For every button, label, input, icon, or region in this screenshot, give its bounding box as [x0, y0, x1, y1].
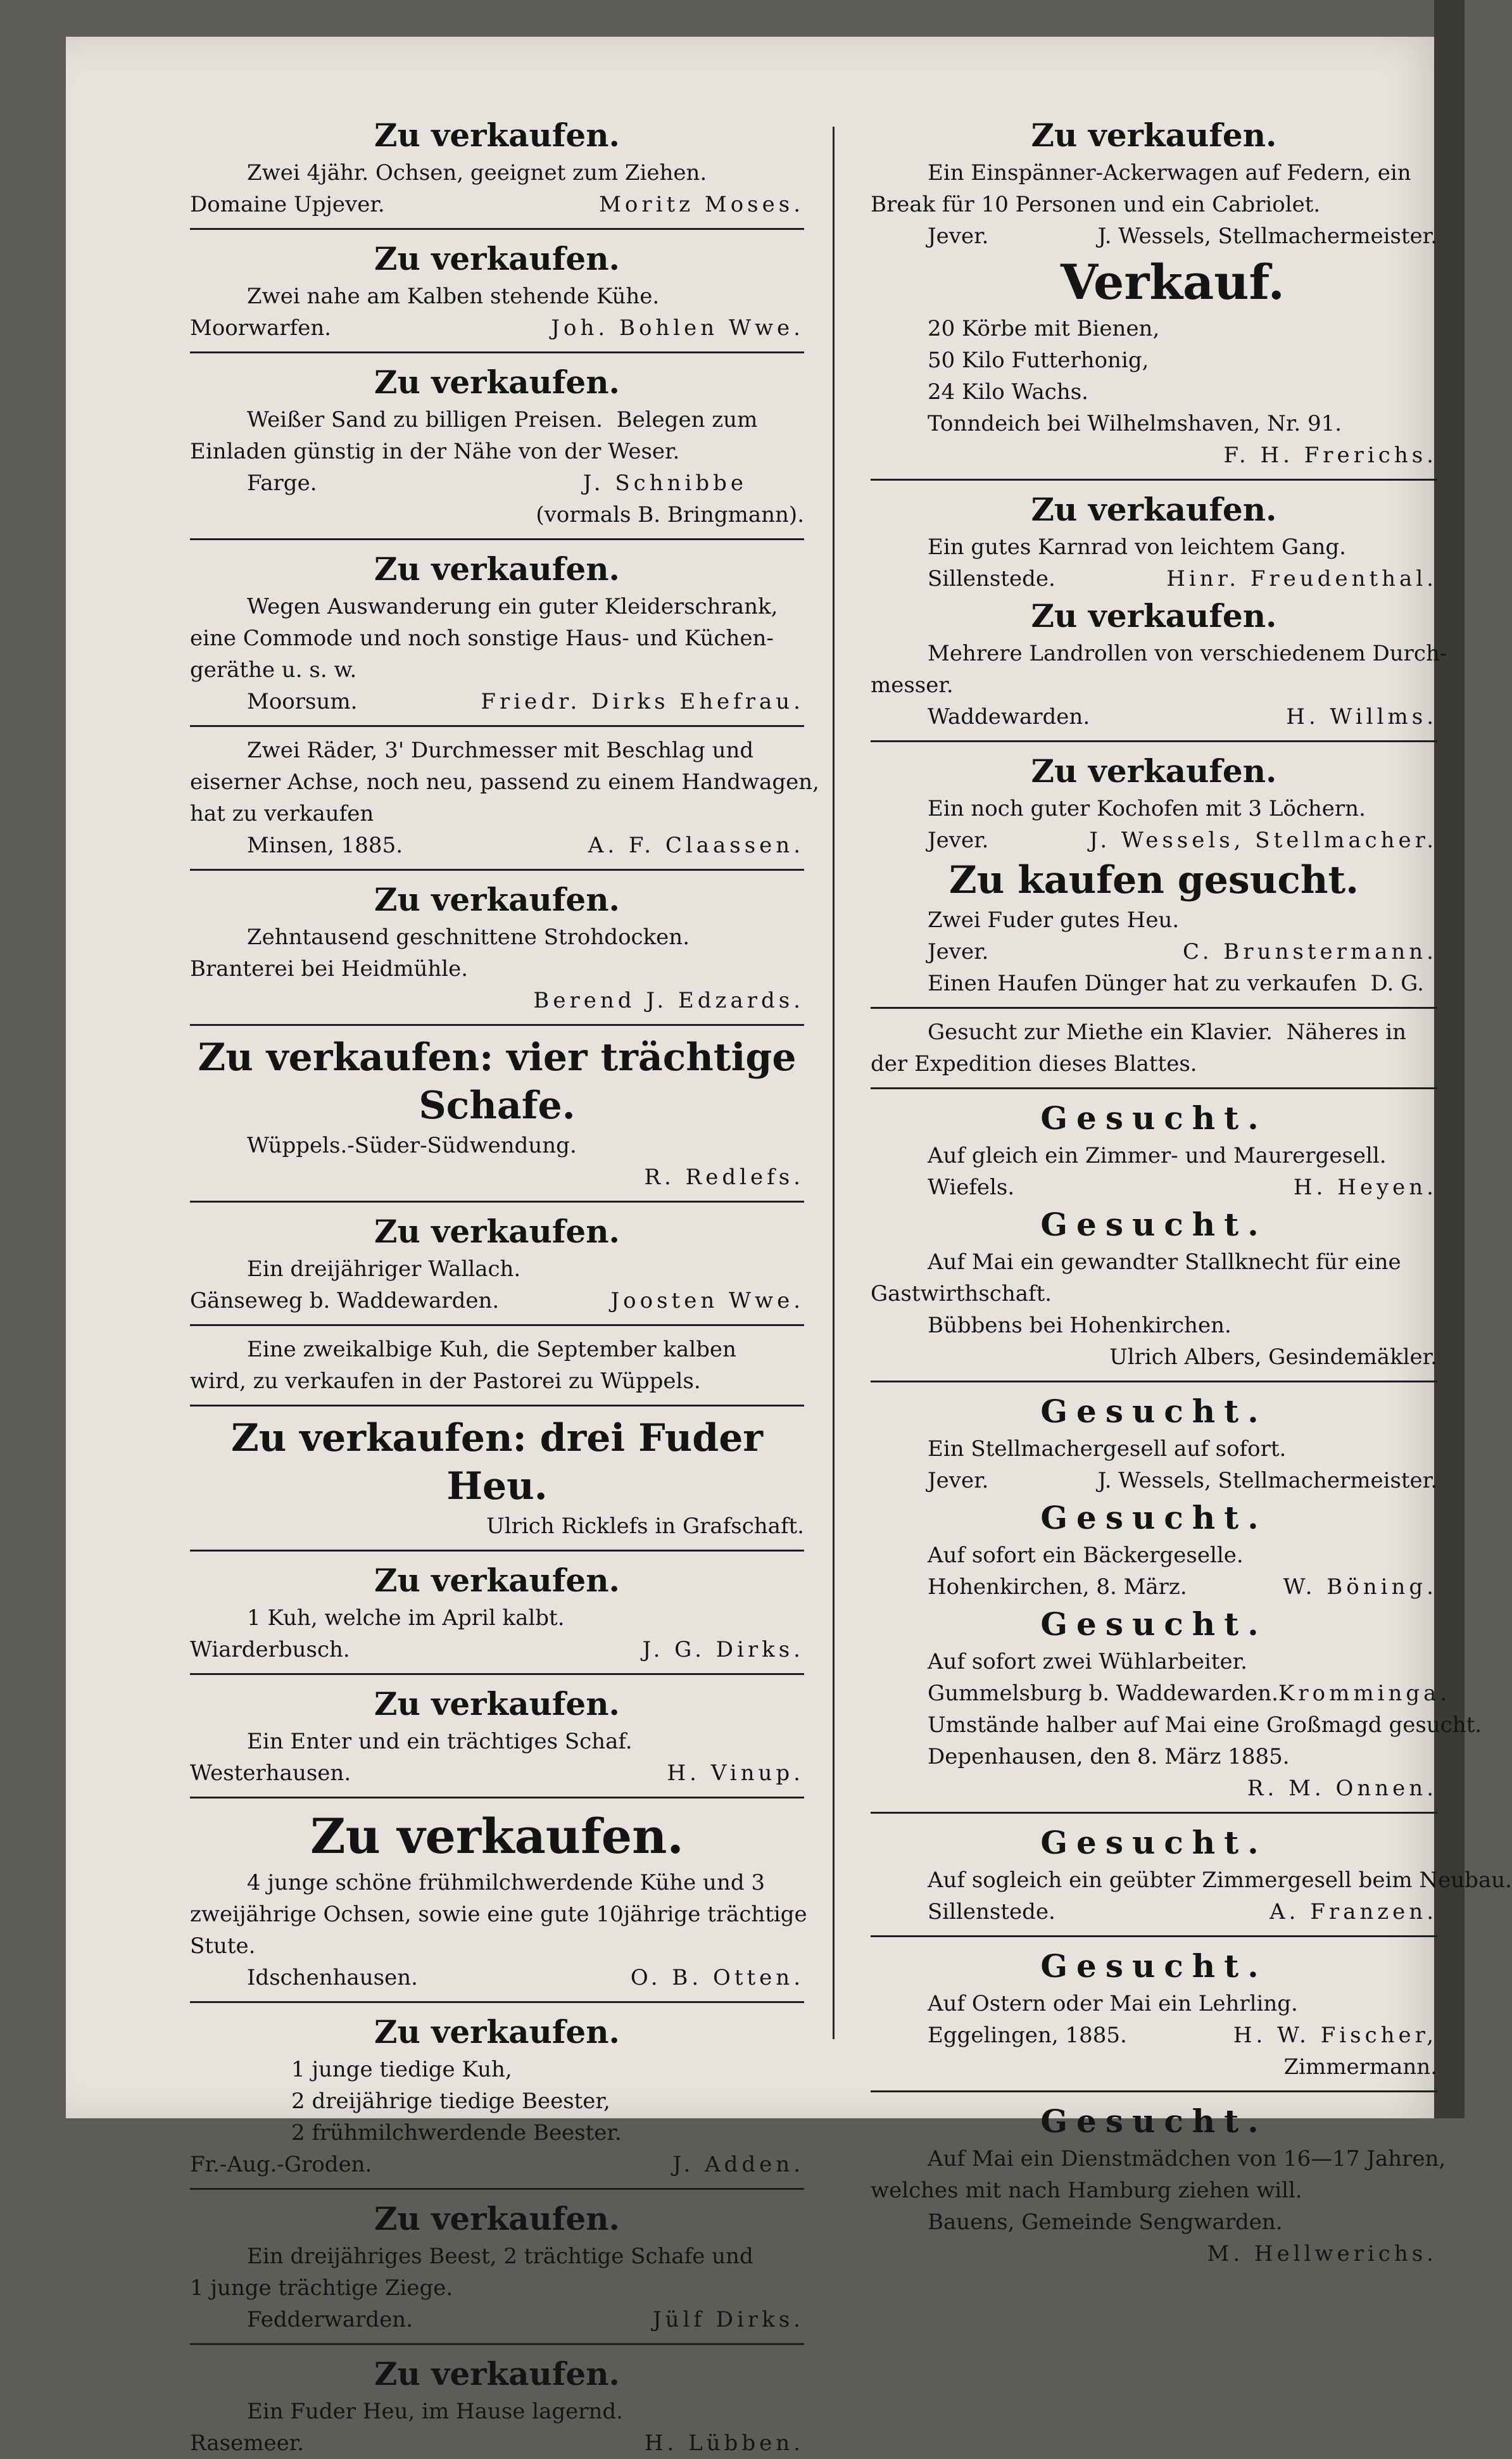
ad-heading: Zu verkaufen.: [374, 363, 620, 401]
ad-place: Eggelingen, 1885.: [928, 2023, 1127, 2048]
ad-list-item: 50 Kilo Futterhonig,: [928, 348, 1149, 373]
ad-name: F. H. Frerichs.: [1223, 443, 1437, 468]
ad-left-4: [190, 548, 804, 727]
ad-place: Gummelsburg b. Waddewarden.: [928, 1681, 1278, 1706]
ad-place: Gänseweg b. Waddewarden.: [190, 1288, 500, 1313]
ad-note: (vormals B. Bringmann).: [536, 502, 804, 528]
ad-place: Jever.: [928, 224, 989, 249]
divider: [871, 1087, 1437, 1089]
ad-signature-row: [190, 312, 804, 344]
divider: [190, 1405, 804, 1406]
divider: [871, 479, 1437, 481]
ad-list-item: 2 frühmilchwerdende Beester.: [291, 2120, 622, 2146]
ad-signature-row: [190, 467, 804, 499]
ad-text: Wegen Auswanderung ein guter Kleiderschrank,: [247, 594, 778, 619]
ad-place: Jever.: [928, 828, 989, 853]
ad-right-16: [871, 1945, 1437, 2092]
ad-text: Wüppels.-Süder-Südwendung.: [247, 1133, 577, 1158]
ad-right-15: [871, 1821, 1512, 1937]
ad-text: Zehntausend geschnittene Strohdocken.: [247, 925, 690, 950]
ad-heading: Gesucht.: [1040, 1605, 1268, 1643]
ad-place: Sillenstede.: [928, 1899, 1055, 1925]
divider: [190, 538, 804, 540]
ad-place: Sillenstede.: [928, 566, 1055, 591]
ad-text: Weißer Sand zu billigen Preisen. Belegen zum: [247, 407, 758, 433]
ad-heading: Zu verkaufen: vier trächtige Schafe.: [198, 1035, 797, 1128]
ad-heading: Zu verkaufen.: [374, 2355, 620, 2393]
divider: [190, 228, 804, 230]
divider: [871, 2090, 1437, 2092]
ad-heading: Zu verkaufen.: [310, 1808, 684, 1864]
divider: [190, 2188, 804, 2190]
ad-left-9: [190, 1334, 804, 1406]
ad-left-6: [190, 878, 804, 1026]
ad-place: Westerhausen.: [190, 1760, 351, 1786]
divider: [190, 1673, 804, 1675]
ad-signature-row: [190, 1757, 804, 1789]
ad-right-17: [871, 2100, 1446, 2270]
ad-name: H. W. Fischer,: [1233, 2023, 1437, 2048]
ad-heading: Zu verkaufen.: [374, 2013, 620, 2051]
ad-place: Moorwarfen.: [190, 315, 332, 341]
ad-text: zweijährige Ochsen, sowie eine gute 10jährige trächtige: [190, 1902, 807, 1927]
ad-text: Gesucht zur Miethe ein Klavier. Näheres in: [928, 1020, 1407, 1045]
ad-heading: Zu verkaufen.: [1031, 597, 1277, 635]
ad-place: Wiefels.: [928, 1175, 1015, 1200]
ad-right-4: [871, 595, 1447, 742]
ad-text: Ein gutes Karnrad von leichtem Gang.: [928, 534, 1346, 560]
ad-name: J. Wessels, Stellmachermeister.: [1097, 224, 1437, 249]
ad-signature-row: [190, 2149, 804, 2180]
ad-right-5: [871, 750, 1437, 856]
ad-signature-row: [871, 1678, 1451, 1709]
ad-heading: Zu verkaufen.: [374, 2200, 620, 2237]
ad-name: J. Schnibbe: [583, 471, 747, 496]
ad-name: J. Wessels, Stellmachermeister.: [1097, 1468, 1437, 1493]
ad-place: Idschenhausen.: [247, 1965, 418, 1990]
ad-text: Zwei Räder, 3' Durchmesser mit Beschlag und: [247, 738, 754, 763]
ad-list-item: 2 dreijährige tiedige Beester,: [291, 2089, 610, 2114]
ad-text: Ein dreijähriges Beest, 2 trächtige Schafe und: [247, 2244, 753, 2269]
ad-name: M. Hellwerichs.: [1207, 2241, 1437, 2266]
ad-heading: Zu verkaufen.: [374, 117, 620, 154]
ad-heading: Zu verkaufen.: [374, 1685, 620, 1723]
divider: [190, 1324, 804, 1326]
divider: [190, 2343, 804, 2345]
ad-left-13: [190, 1806, 807, 2003]
ad-name: R. Redlefs.: [644, 1165, 804, 1190]
ad-text: Auf sogleich ein geübter Zimmergesell beim Neubau.: [928, 1868, 1512, 1893]
ad-right-14: [871, 1709, 1482, 1814]
ad-signature-row: [190, 830, 804, 861]
ad-signature-row: [190, 189, 804, 220]
ad-heading: Zu verkaufen.: [374, 1213, 620, 1250]
ad-signature-row: [871, 1571, 1437, 1603]
divider: [871, 1812, 1437, 1814]
ad-text: geräthe u. s. w.: [190, 657, 357, 683]
ad-text: Gastwirthschaft.: [871, 1281, 1052, 1306]
ad-right-2: [871, 252, 1437, 481]
ad-place: Rasemeer.: [190, 2431, 305, 2456]
ad-left-16: [190, 2353, 804, 2459]
ad-list-item: 20 Körbe mit Bienen,: [928, 316, 1160, 341]
divider: [871, 1381, 1437, 1382]
ad-name: W. Böning.: [1283, 1574, 1437, 1600]
ad-text: Ein Einspänner-Ackerwagen auf Federn, ein: [928, 160, 1411, 186]
ad-name: A. Franzen.: [1269, 1899, 1437, 1925]
ad-heading: Gesucht.: [1040, 1206, 1268, 1243]
ad-text: eine Commode und noch sonstige Haus- und Küchen-: [190, 626, 774, 651]
ad-text: der Expedition dieses Blattes.: [871, 1051, 1197, 1077]
ad-name: A. F. Claassen.: [588, 833, 804, 858]
ad-text: Auf Mai ein gewandter Stallknecht für eine: [928, 1249, 1401, 1275]
ad-signature-row: [871, 2020, 1437, 2051]
ad-heading: Gesucht.: [1040, 1099, 1268, 1137]
ad-text: Ein Enter und ein trächtiges Schaf.: [247, 1729, 633, 1754]
ad-heading: Zu verkaufen.: [374, 1562, 620, 1599]
ad-place: Jever.: [928, 939, 989, 964]
ad-note: Zimmermann.: [1283, 2054, 1437, 2080]
divider: [190, 725, 804, 727]
ad-name: H. Willms.: [1286, 704, 1437, 730]
ad-name: Moritz Moses.: [599, 192, 804, 217]
ad-text: Zwei 4jähr. Ochsen, geeignet zum Ziehen.: [247, 160, 707, 186]
ad-text: welches mit nach Hamburg ziehen will.: [871, 2178, 1302, 2203]
divider: [190, 1024, 804, 1026]
ad-left-3: [190, 361, 804, 540]
ad-place: Moorsum.: [247, 689, 358, 714]
divider: [190, 1797, 804, 1798]
ad-heading: Gesucht.: [1040, 1393, 1268, 1430]
ad-text: Ein Fuder Heu, im Hause lagernd.: [247, 2399, 623, 2424]
ad-text: Ein noch guter Kochofen mit 3 Löchern.: [928, 796, 1366, 821]
ad-signature-row: [190, 686, 804, 717]
ad-heading: Zu kaufen gesucht.: [948, 858, 1359, 902]
ad-place: Waddewarden.: [928, 704, 1090, 730]
ad-heading: Zu verkaufen.: [374, 240, 620, 277]
ad-signature-row: [871, 1172, 1437, 1203]
ad-text: Depenhausen, den 8. März 1885.: [928, 1744, 1290, 1769]
ad-left-12: [190, 1683, 804, 1798]
ad-list-item: 1 junge tiedige Kuh,: [291, 2057, 512, 2082]
ad-name: C. Brunstermann.: [1182, 939, 1437, 964]
ad-name: Joosten Wwe.: [610, 1288, 804, 1313]
ad-name: J. Wessels, Stellmacher.: [1089, 828, 1437, 853]
divider: [871, 740, 1437, 742]
divider: [871, 1935, 1437, 1937]
ad-left-10: [190, 1414, 804, 1552]
divider: [190, 869, 804, 871]
ad-place: Jever.: [928, 1468, 989, 1493]
ad-text: wird, zu verkaufen in der Pastorei zu Wüppels.: [190, 1369, 701, 1394]
ad-text: Bübbens bei Hohenkirchen.: [928, 1313, 1232, 1338]
ad-heading: Zu verkaufen.: [1031, 117, 1277, 154]
ad-name: Friedr. Dirks Ehefrau.: [481, 689, 804, 714]
ad-right-7: [871, 968, 1437, 1009]
ad-right-11: [871, 1390, 1437, 1496]
ad-name: H. Lübben.: [644, 2431, 804, 2456]
ad-place: Farge.: [247, 471, 317, 496]
ad-left-8: [190, 1210, 804, 1326]
ad-right-6: [871, 856, 1437, 968]
ad-text: 1 Kuh, welche im April kalbt.: [247, 1605, 565, 1631]
ad-heading: Verkauf.: [1061, 254, 1285, 310]
ad-name: Joh. Bohlen Wwe.: [551, 315, 804, 341]
ad-text: Mehrere Landrollen von verschiedenem Durch-: [928, 641, 1447, 666]
ad-text: Umstände halber auf Mai eine Großmagd gesucht.: [928, 1712, 1482, 1738]
ad-signature-row: [190, 2427, 804, 2459]
ad-text: 1 junge trächtige Ziege.: [190, 2275, 453, 2301]
ad-name: Kromminga.: [1278, 1681, 1451, 1706]
ad-name: Ulrich Albers, Gesindemäkler.: [1109, 1344, 1437, 1370]
ad-text: Ein Stellmachergesell auf sofort.: [928, 1436, 1287, 1462]
ad-text: Eine zweikalbige Kuh, die September kalben: [247, 1337, 736, 1362]
ad-text: Auf Mai ein Dienstmädchen von 16—17 Jahren,: [928, 2146, 1446, 2171]
ad-signature-row: [871, 1465, 1437, 1496]
ad-text: Einen Haufen Dünger hat zu verkaufen D. G.: [928, 971, 1424, 996]
ad-left-5: [190, 735, 819, 871]
ad-text: eiserner Achse, noch neu, passend zu einem Handwagen,: [190, 769, 819, 795]
column-divider: [833, 127, 835, 2039]
ad-place: Fedderwarden.: [247, 2307, 413, 2332]
ad-right-1: [871, 114, 1437, 252]
ad-signature-row: [871, 220, 1437, 252]
ad-heading: Zu verkaufen: drei Fuder Heu.: [231, 1416, 763, 1508]
ad-right-12: [871, 1496, 1437, 1603]
divider: [190, 351, 804, 353]
ad-name: Ulrich Ricklefs in Grafschaft.: [486, 1514, 804, 1539]
ad-left-15: [190, 2197, 804, 2345]
ad-place: Wiarderbusch.: [190, 1637, 350, 1662]
ad-text: Break für 10 Personen und ein Cabriolet.: [871, 192, 1321, 217]
ad-signature-row: [871, 936, 1437, 968]
ad-signature-row: [871, 701, 1437, 733]
ad-name: Hinr. Freudenthal.: [1166, 566, 1437, 591]
ad-heading: Gesucht.: [1040, 1947, 1268, 1985]
ad-text: messer.: [871, 673, 954, 698]
ad-signature-row: [190, 1634, 804, 1666]
divider: [190, 1201, 804, 1203]
divider: [871, 1007, 1437, 1009]
ad-right-3: [871, 488, 1437, 595]
ad-heading: Gesucht.: [1040, 1499, 1268, 1536]
ad-name: Jülf Dirks.: [652, 2307, 804, 2332]
ad-text: Auf gleich ein Zimmer- und Maurergesell.: [928, 1143, 1387, 1168]
ad-left-7: [190, 1034, 804, 1203]
ad-heading: Gesucht.: [1040, 1824, 1268, 1861]
ad-signature-row: [190, 1285, 804, 1317]
ad-text: Auf Ostern oder Mai ein Lehrling.: [928, 1991, 1298, 2016]
ad-text: Tonndeich bei Wilhelmshaven, Nr. 91.: [928, 411, 1342, 436]
ad-right-8: [871, 1016, 1437, 1089]
ad-heading: Gesucht.: [1040, 2102, 1268, 2140]
ad-place: Hohenkirchen, 8. März.: [928, 1574, 1187, 1600]
ad-right-10: [871, 1203, 1437, 1382]
ad-signature-row: [190, 2304, 804, 2336]
ad-place: Fr.-Aug.-Groden.: [190, 2152, 372, 2177]
ad-text: Einladen günstig in der Nähe von der Weser.: [190, 439, 680, 464]
ad-text: Auf sofort ein Bäckergeselle.: [928, 1543, 1244, 1568]
ad-heading: Zu verkaufen.: [374, 881, 620, 918]
ad-list-item: 24 Kilo Wachs.: [928, 379, 1088, 405]
right-column: [871, 114, 1512, 2270]
divider: [190, 1550, 804, 1552]
ad-heading: Zu verkaufen.: [374, 550, 620, 588]
ad-signature-row: [871, 563, 1437, 595]
ad-signature-row: [871, 1896, 1437, 1928]
ad-right-13: [871, 1603, 1451, 1709]
divider: [190, 2001, 804, 2003]
ad-right-9: [871, 1097, 1437, 1203]
ad-name: R. M. Onnen.: [1247, 1776, 1437, 1801]
ad-place: Minsen, 1885.: [247, 833, 403, 858]
ad-name: H. Vinup.: [667, 1760, 804, 1786]
scan-edge: [1434, 0, 1465, 2118]
ad-text: 4 junge schöne frühmilchwerdende Kühe und 3: [247, 1870, 765, 1895]
ad-text: Auf sofort zwei Wühlarbeiter.: [928, 1649, 1247, 1674]
ad-signature-row: [871, 825, 1437, 856]
ad-heading: Zu verkaufen.: [1031, 752, 1277, 790]
ad-text: Zwei Fuder gutes Heu.: [928, 907, 1180, 933]
ad-text: hat zu verkaufen: [190, 801, 374, 826]
ad-text: Branterei bei Heidmühle.: [190, 956, 469, 982]
ad-name: H. Heyen.: [1293, 1175, 1437, 1200]
left-column: [190, 114, 819, 2459]
ad-name: Berend J. Edzards.: [533, 988, 804, 1013]
ad-text: Stute.: [190, 1933, 256, 1959]
ad-left-1: [190, 114, 804, 230]
ad-text: Ein dreijähriger Wallach.: [247, 1256, 521, 1282]
ad-name: J. Adden.: [672, 2152, 804, 2177]
ad-place: Domaine Upjever.: [190, 192, 385, 217]
ad-name: J. G. Dirks.: [642, 1637, 804, 1662]
ad-text: Bauens, Gemeinde Sengwarden.: [928, 2209, 1283, 2235]
ad-left-2: [190, 237, 804, 353]
ad-signature-row: [190, 1962, 804, 1994]
ad-left-11: [190, 1559, 804, 1675]
ad-heading: Zu verkaufen.: [1031, 491, 1277, 528]
ad-left-14: [190, 2011, 804, 2190]
ad-name: O. B. Otten.: [630, 1965, 804, 1990]
ad-text: Zwei nahe am Kalben stehende Kühe.: [247, 284, 660, 309]
